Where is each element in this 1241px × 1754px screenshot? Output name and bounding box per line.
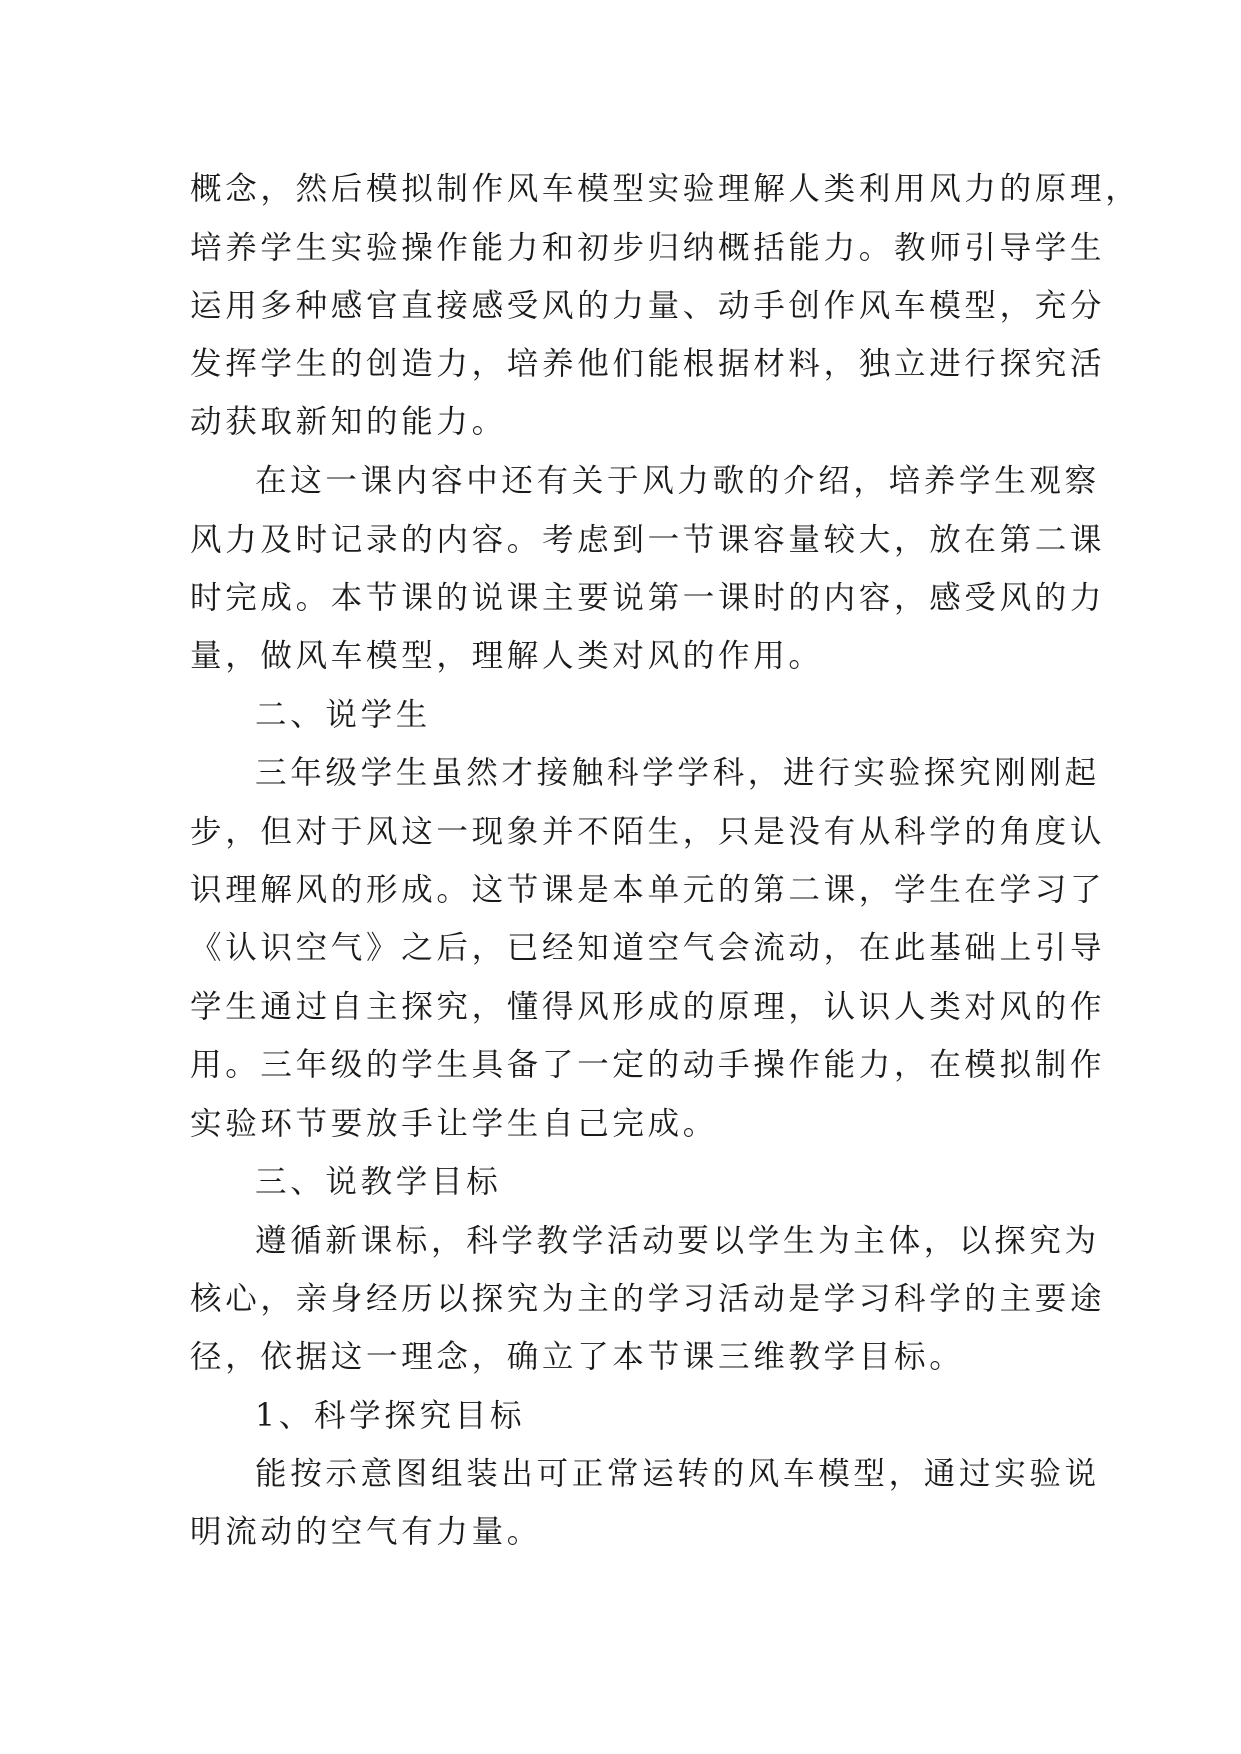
text-line: 《认识空气》之后，已经知道空气会流动，在此基础上引导 — [190, 930, 1106, 966]
text-line: 发挥学生的创造力，培养他们能根据材料，独立进行探究活 — [190, 346, 1106, 382]
subheading-science-inquiry: 1、科学探究目标 — [255, 1398, 526, 1434]
text-line: 培养学生实验操作能力和初步归纳概括能力。教师引导学生 — [190, 230, 1106, 266]
paragraph-first-line: 在这一课内容中还有关于风力歌的介绍，培养学生观察 — [255, 463, 1100, 499]
paragraph-first-line: 遵循新课标，科学教学活动要以学生为主体，以探究为 — [255, 1223, 1100, 1259]
text-line: 风力及时记录的内容。考虑到一节课容量较大，放在第二课 — [190, 522, 1106, 558]
paragraph-first-line: 能按示意图组装出可正常运转的风车模型，通过实验说 — [255, 1456, 1100, 1492]
text-line: 识理解风的形成。这节课是本单元的第二课，学生在学习了 — [190, 872, 1106, 908]
text-line: 量，做风车模型，理解人类对风的作用。 — [190, 638, 824, 674]
text-line: 核心，亲身经历以探究为主的学习活动是学习科学的主要途 — [190, 1281, 1106, 1317]
text-line: 学生通过自主探究，懂得风形成的原理，认识人类对风的作 — [190, 989, 1106, 1025]
text-line: 运用多种感官直接感受风的力量、动手创作风车模型，充分 — [190, 288, 1106, 324]
text-line: 实验环节要放手让学生自己完成。 — [190, 1106, 719, 1142]
text-line: 概念，然后模拟制作风车模型实验理解人类利用风力的原理， — [190, 171, 1141, 207]
section-heading-goals: 三、说教学目标 — [255, 1164, 502, 1200]
section-heading-students: 二、说学生 — [255, 697, 432, 733]
text-line: 用。三年级的学生具备了一定的动手操作能力，在模拟制作 — [190, 1047, 1106, 1083]
paragraph-first-line: 三年级学生虽然才接触科学学科，进行实验探究刚刚起 — [255, 755, 1100, 791]
text-line: 明流动的空气有力量。 — [190, 1514, 543, 1550]
text-line: 动获取新知的能力。 — [190, 404, 507, 440]
text-line: 步，但对于风这一现象并不陌生，只是没有从科学的角度认 — [190, 814, 1106, 850]
text-line: 时完成。本节课的说课主要说第一课时的内容，感受风的力 — [190, 580, 1106, 616]
text-line: 径，依据这一理念，确立了本节课三维教学目标。 — [190, 1339, 965, 1375]
